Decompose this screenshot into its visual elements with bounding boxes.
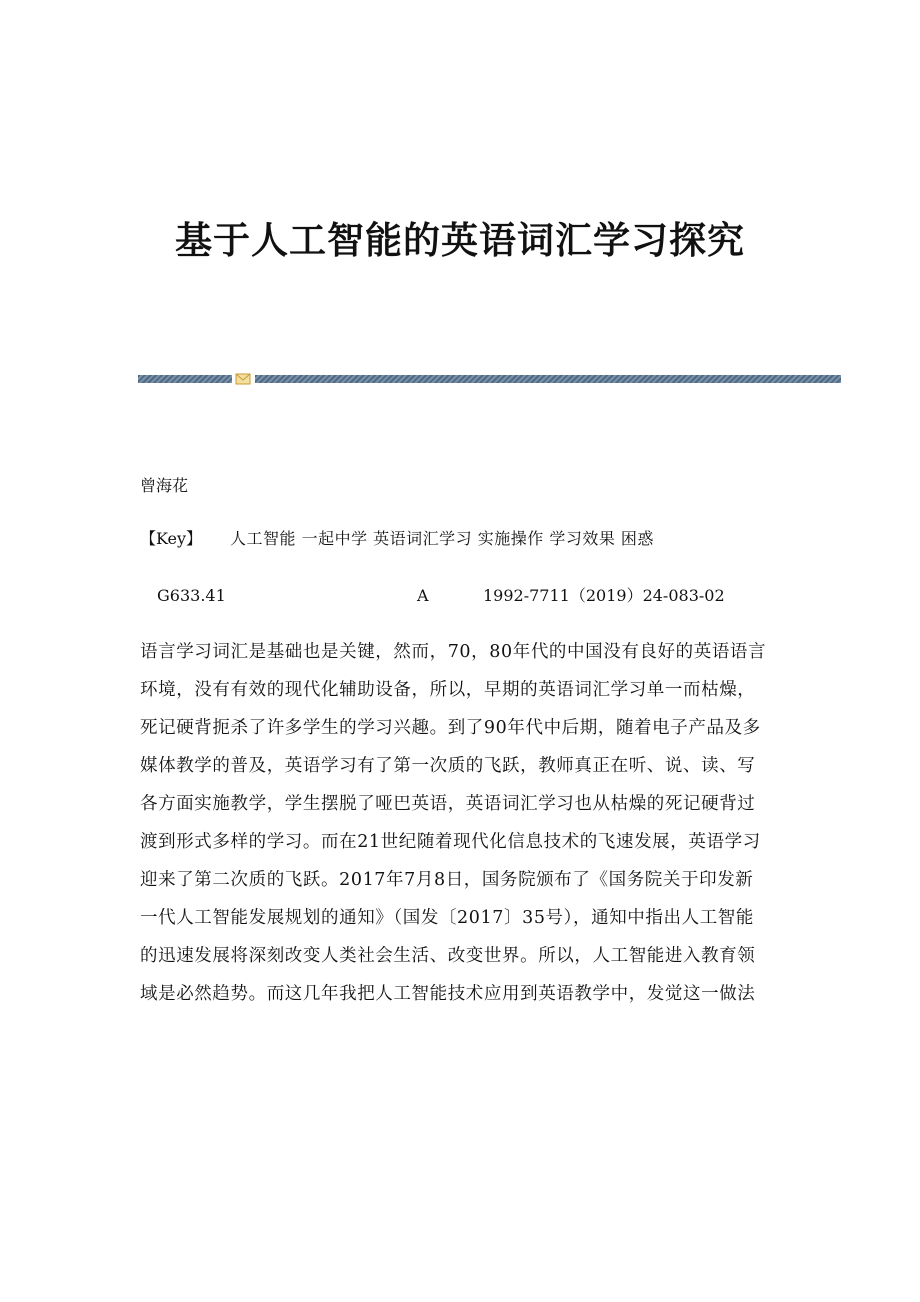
document-title: 基于人工智能的英语词汇学习探究 <box>175 218 745 262</box>
text-line: 语言学习词汇是基础也是关键，然而，70，80年代的中国没有良好的英语语言 <box>140 642 767 662</box>
keywords-terms: 人工智能 一起中学 英语词汇学习 实施操作 学习效果 困惑 <box>230 529 654 548</box>
keywords-row <box>140 525 654 553</box>
divider-bar-left <box>138 375 232 383</box>
text-line: 死记硬背扼杀了许多学生的学习兴趣。到了90年代中后期，随着电子产品及多 <box>140 718 761 738</box>
classification-number: G633.41 <box>157 586 226 605</box>
title-divider <box>138 373 841 385</box>
envelope-icon <box>235 373 251 385</box>
text-line: 环境，没有有效的现代化辅助设备，所以，早期的英语词汇学习单一而枯燥， <box>140 680 756 700</box>
text-line: 迎来了第二次质的飞跃。2017年7月8日，国务院颁布了《国务院关于印发新 <box>140 870 754 890</box>
author-name: 曾海花 <box>140 476 189 495</box>
text-line: 域是必然趋势。而这几年我把人工智能技术应用到英语教学中，发觉这一做法 <box>140 984 756 1004</box>
text-line: 的迅速发展将深刻改变人类社会生活、改变世界。所以，人工智能进入教育领 <box>140 946 756 966</box>
text-line: 渡到形式多样的学习。而在21世纪随着现代化信息技术的飞速发展，英语学习 <box>140 832 761 852</box>
text-line: 媒体教学的普及，英语学习有了第一次质的飞跃，教师真正在听、说、读、写 <box>140 756 756 776</box>
article-id: 1992-7711（2019）24-083-02 <box>483 586 725 605</box>
document-code: A <box>417 586 429 605</box>
text-line: 一代人工智能发展规划的通知》（国发〔2017〕35号），通知中指出人工智能 <box>140 908 755 928</box>
text-line: 各方面实施教学，学生摆脱了哑巴英语，英语词汇学习也从枯燥的死记硬背过 <box>140 794 756 814</box>
body-paragraph <box>140 633 780 1013</box>
divider-bar-right <box>255 375 841 383</box>
keywords-label: 【Key】 <box>140 529 203 548</box>
